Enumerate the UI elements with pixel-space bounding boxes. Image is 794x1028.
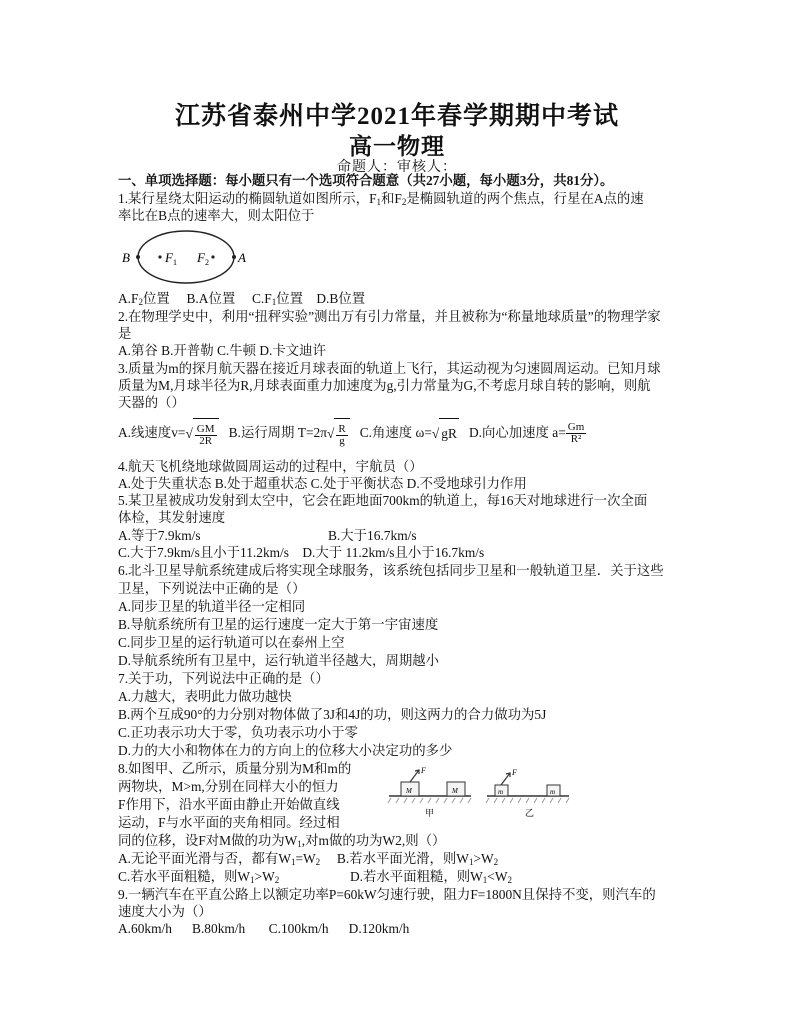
exam-authors: 命题人：审核人： [337, 160, 457, 175]
q4-options: A.处于失重状态 B.处于超重状态 C.处于平衡状态 D.不受地球引力作用 [118, 476, 527, 491]
q3-line1: 3.质量为m的探月航天器在接近月球表面的轨道上飞行，其运动视为匀速圆周运动。已知月球 [118, 361, 661, 376]
point-a-dot [232, 255, 236, 259]
svg-text:M: M [452, 787, 458, 795]
svg-text:F: F [421, 766, 426, 775]
figure-yi [486, 768, 569, 818]
q8-line1: 8.如图甲、乙所示，质量分别为M和m的 [118, 761, 352, 776]
force-arrow-jia [410, 770, 419, 782]
q3-line3: 天器的（） [118, 395, 185, 410]
q6-opt-b: B.导航系统所有卫星的运行速度一定大于第一宇宙速度 [118, 617, 439, 632]
q6-opt-d: D.导航系统所有卫星中，运行轨道半径越大，周期越小 [118, 653, 440, 668]
q9-options: A.60km/h B.80km/h C.100km/h D.120km/h [118, 921, 410, 936]
q9-line1: 9.一辆汽车在平直公路上以额定功率P=60kW匀速行驶，阻力F=1800N且保持不变，则汽车的 [118, 887, 656, 902]
q8-line3: F作用下，沿水平面由静止开始做直线 [118, 797, 340, 812]
orbit-ellipse [138, 231, 234, 283]
q7-opt-d: D.力的大小和物体在力的方向上的位移大小决定功的多少 [118, 743, 453, 758]
label-f2-sub: 2 [205, 258, 209, 267]
q2-line2: 是 [118, 326, 132, 341]
point-b-dot [136, 255, 140, 259]
q3-options: A.线速度v=√ $\frac{GM}{2R}$ B.运行周期 T=2π√ $\frac{R}{g}$ C.角速度 ω=√ gR D.向心加速度 a= $\frac{Gm}{\text{R²}}$ [118, 418, 586, 449]
q5-line2: 体检，其发射速度 [118, 510, 226, 525]
label-f1-sub: 1 [173, 258, 177, 267]
exam-title: 江苏省泰州中学2021年春学期期中考试 [174, 103, 619, 130]
q3-line2: 质量为M,月球半径为R,月球表面重力加速度为g,引力常量为G,不考虑月球自转的影响，则航 [118, 378, 651, 393]
label-a: A [238, 250, 246, 265]
q8-line5: 同的位移，设F对M做的功为$W_1$,对m做的功为W2,则（） [118, 833, 446, 849]
focus-f2-dot [211, 255, 214, 258]
sqrt-sign: √ $\frac{GM}{2R}$ [185, 418, 218, 449]
exam-subject: 高一物理 [349, 134, 445, 159]
label-f1: F [165, 250, 173, 265]
label-yi: 乙 [525, 808, 535, 818]
q7-opt-c: C.正功表示功大于零，负功表示功小于零 [118, 725, 358, 740]
q2-line1: 2.在物理学史中，利用“扭秤实验”测出万有引力常量，并且被称为“称量地球质量”的物理学家 [118, 309, 661, 324]
q7-opt-a: A.力越大，表明此力做功越快 [118, 689, 292, 704]
label-b: B [122, 250, 130, 265]
svg-text:m: m [550, 788, 556, 796]
q9-line2: 速度大小为（） [118, 904, 212, 919]
svg-text:M: M [406, 787, 412, 795]
q8-line4: 运动，F与水平面的夹角相同。经过相 [118, 815, 340, 830]
q7-line1: 7.关于功，下列说法中正确的是（） [118, 671, 329, 686]
section-heading: 一、单项选择题：每小题只有一个选项符合题意（共27小题，每小题3分，共81分）。 [118, 173, 614, 188]
q5-options-ab: A.等于7.9km/s B.大于16.7km/s [118, 528, 417, 543]
force-blocks-figure [385, 760, 585, 822]
svg-text:F: F [512, 768, 517, 777]
q5-line1: 5.某卫星被成功发射到太空中，它会在距地面700km的轨道上，每16天对地球进行一次全面 [118, 493, 648, 508]
q6-line1: 6.北斗卫星导航系统建成后将实现全球服务，该系统包括同步卫星和一般轨道卫星．关于这些 [118, 563, 664, 578]
q1-line1: 1.某行星绕太阳运动的椭圆轨道如图所示，$F_1$和$F_2$是椭圆轨道的两个焦点，行星在A点的速 [118, 191, 644, 207]
q5-options-cd: C.大于7.9km/s且小于11.2km/s D.大于 11.2km/s且小于16.7km/s [118, 545, 485, 560]
q7-opt-b: B.两个互成90°的力分别对物体做了3J和4J的功，则这两力的合力做功为5J [118, 707, 547, 722]
label-f2: F [197, 250, 205, 265]
q1-options: $A.F_2$位置 B.A位置 $C.F_1$位置 D.B位置 [118, 291, 366, 307]
q8-options-cd: C.若水平面粗糙，则$W_1>W_2$ D.若水平面粗糙，则$W_1<W_2$ [118, 869, 512, 885]
ellipse-orbit-figure [118, 228, 253, 288]
q2-options: A.第谷 B.开普勒 C.牛顿 D.卡文迪许 [118, 343, 326, 358]
focus-f1-dot [158, 255, 161, 258]
q1-line2: 率比在B点的速率大，则太阳位于 [118, 208, 315, 223]
q4-line1: 4.航天飞机绕地球做圆周运动的过程中，宇航员（） [118, 459, 423, 474]
svg-text:m: m [498, 788, 504, 796]
q6-opt-c: C.同步卫星的运行轨道可以在泰州上空 [118, 635, 345, 650]
figure-jia [388, 766, 471, 818]
q6-line2: 卫星，下列说法中正确的是（） [118, 581, 306, 596]
q8-options-ab: A.无论平面光滑与否，都有$W_1=W_2$ B.若水平面光滑，则$W_1>W_2$ [118, 851, 499, 867]
force-arrow-yi [501, 773, 510, 785]
q6-opt-a: A.同步卫星的轨道半径一定相同 [118, 599, 306, 614]
label-jia: 甲 [425, 808, 435, 818]
q8-line2: 两物块，M>m,分别在同样大小的恒力 [118, 779, 339, 794]
